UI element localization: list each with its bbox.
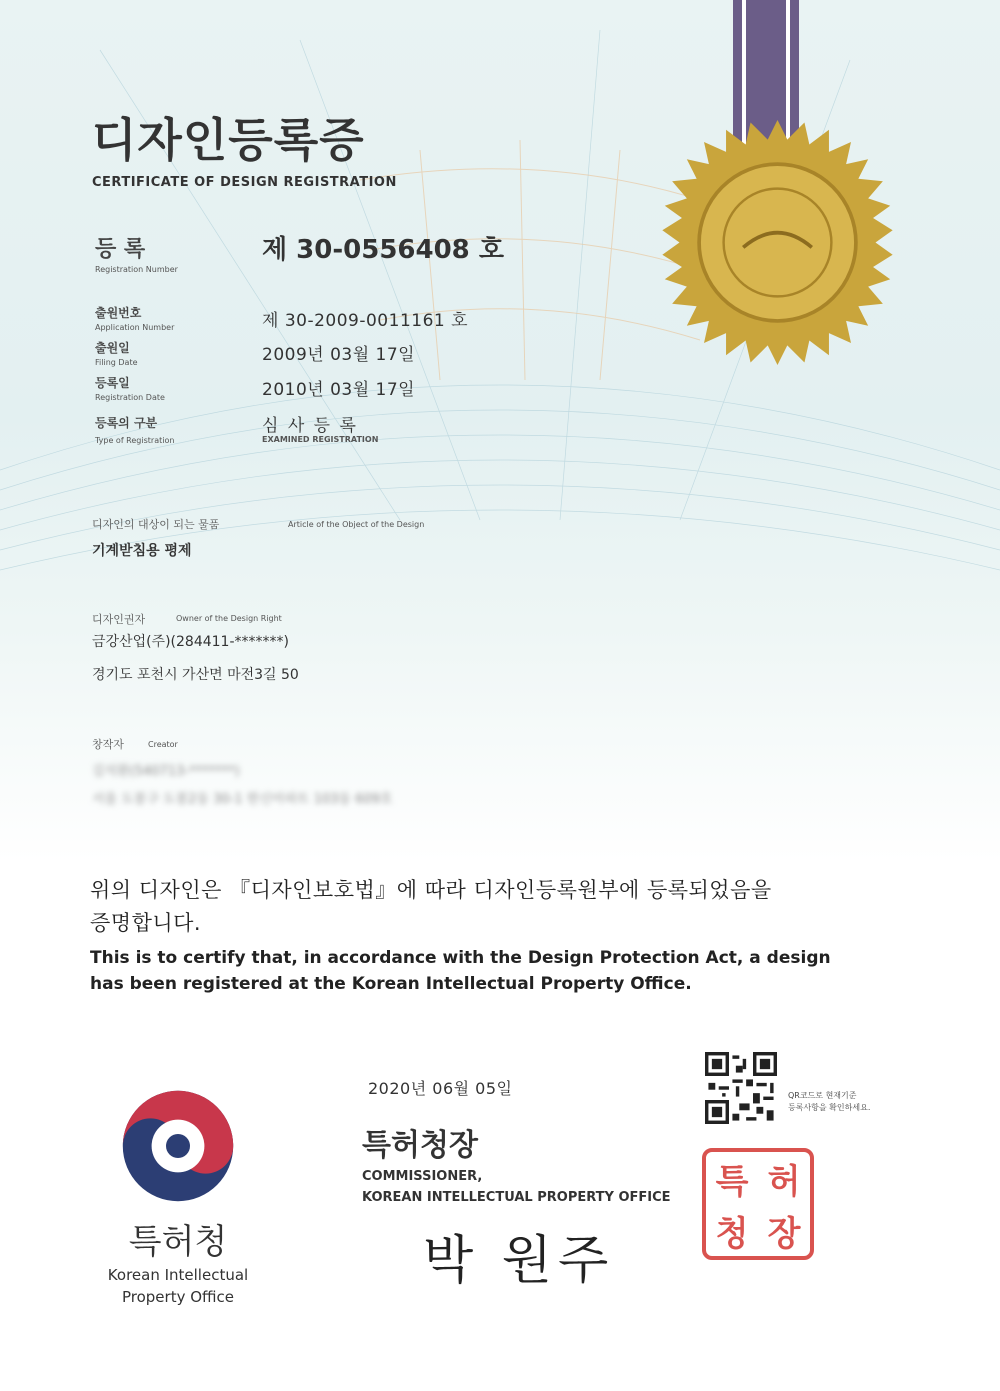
owner-address: 경기도 포천시 가산면 마전3길 50 [92,667,299,683]
certificate-subtitle: CERTIFICATE OF DESIGN REGISTRATION [92,175,397,190]
filing-date: 2009년 03월 17일 [262,345,416,365]
reg-type-sublabel: Type of Registration [95,436,175,445]
article-value: 기계받침용 평제 [92,543,192,559]
kipo-taegeuk-logo [118,1086,238,1206]
registration-type-en: EXAMINED REGISTRATION [262,435,379,444]
application-sublabel: Application Number [95,323,175,332]
reg-type-label: 등록의 구분 [95,416,158,430]
filing-sublabel: Filing Date [95,358,138,367]
official-stamp [702,1148,814,1260]
certify-en-line: has been registered at the Korean Intellectual Property Office. [90,974,692,995]
qr-note [788,1090,870,1114]
registration-type: 심 사 등 록 [262,416,358,436]
article-sublabel: Article of the Object of the Design [288,520,425,529]
certify-ko-line: 증명합니다. [90,910,202,935]
creator-sublabel: Creator [148,740,178,749]
stamp-char: 허 [767,1161,801,1202]
gold-seal [655,120,900,365]
certify-statement-en [90,945,831,998]
reg-date-label: 등록일 [95,376,130,390]
creator-name: 김석환(540713-*******) [92,764,240,779]
article-label: 디자인의 대상이 되는 물품 [92,518,220,531]
qr-code[interactable] [705,1052,777,1124]
qr-note-line: QR코드로 현재기준 [788,1091,857,1100]
authority-title-en-1: COMMISSIONER, [362,1169,483,1184]
authority-title-en-2: KOREAN INTELLECTUAL PROPERTY OFFICE [362,1190,671,1205]
owner-label: 디자인권자 [92,613,146,626]
issue-date: 2020년 06월 05일 [368,1079,513,1098]
certificate-title: 디자인등록증 [92,113,365,167]
application-number: 제 30-2009-0011161 호 [262,311,469,331]
certify-statement-ko [90,874,772,939]
registration-number: 제 30-0556408 호 [262,235,504,265]
logo-text-ko: 특허청 [128,1222,228,1262]
stamp-char: 특 [715,1161,749,1202]
registration-label: 등 록 [95,237,146,262]
registration-sublabel: Registration Number [95,265,178,274]
application-label: 출원번호 [95,306,142,320]
certify-en-line: This is to certify that, in accordance with the Design Protection Act, a design [90,948,831,968]
owner-sublabel: Owner of the Design Right [176,614,282,623]
creator-address: 서울 도봉구 도봉2동 30-1 한신아파트 103동 609호 [92,792,393,807]
authority-title-ko: 특허청장 [362,1128,478,1163]
logo-text-en-2: Property Office [121,1288,235,1306]
creator-label: 창작자 [92,738,124,751]
registration-date: 2010년 03월 17일 [262,380,416,400]
stamp-char: 장 [767,1213,801,1254]
owner-name: 금강산업(주)(284411-*******) [92,634,289,650]
filing-label: 출원일 [95,341,130,355]
stamp-char: 청 [715,1213,749,1254]
reg-date-sublabel: Registration Date [95,393,165,402]
logo-text-en-1: Korean Intellectual [107,1266,249,1284]
qr-note-line: 등록사항을 확인하세요. [788,1103,871,1112]
certify-ko-line: 위의 디자인은 『디자인보호법』에 따라 디자인등록원부에 등록되었음을 [90,878,772,902]
commissioner-signature: 박 원주 [423,1231,615,1291]
